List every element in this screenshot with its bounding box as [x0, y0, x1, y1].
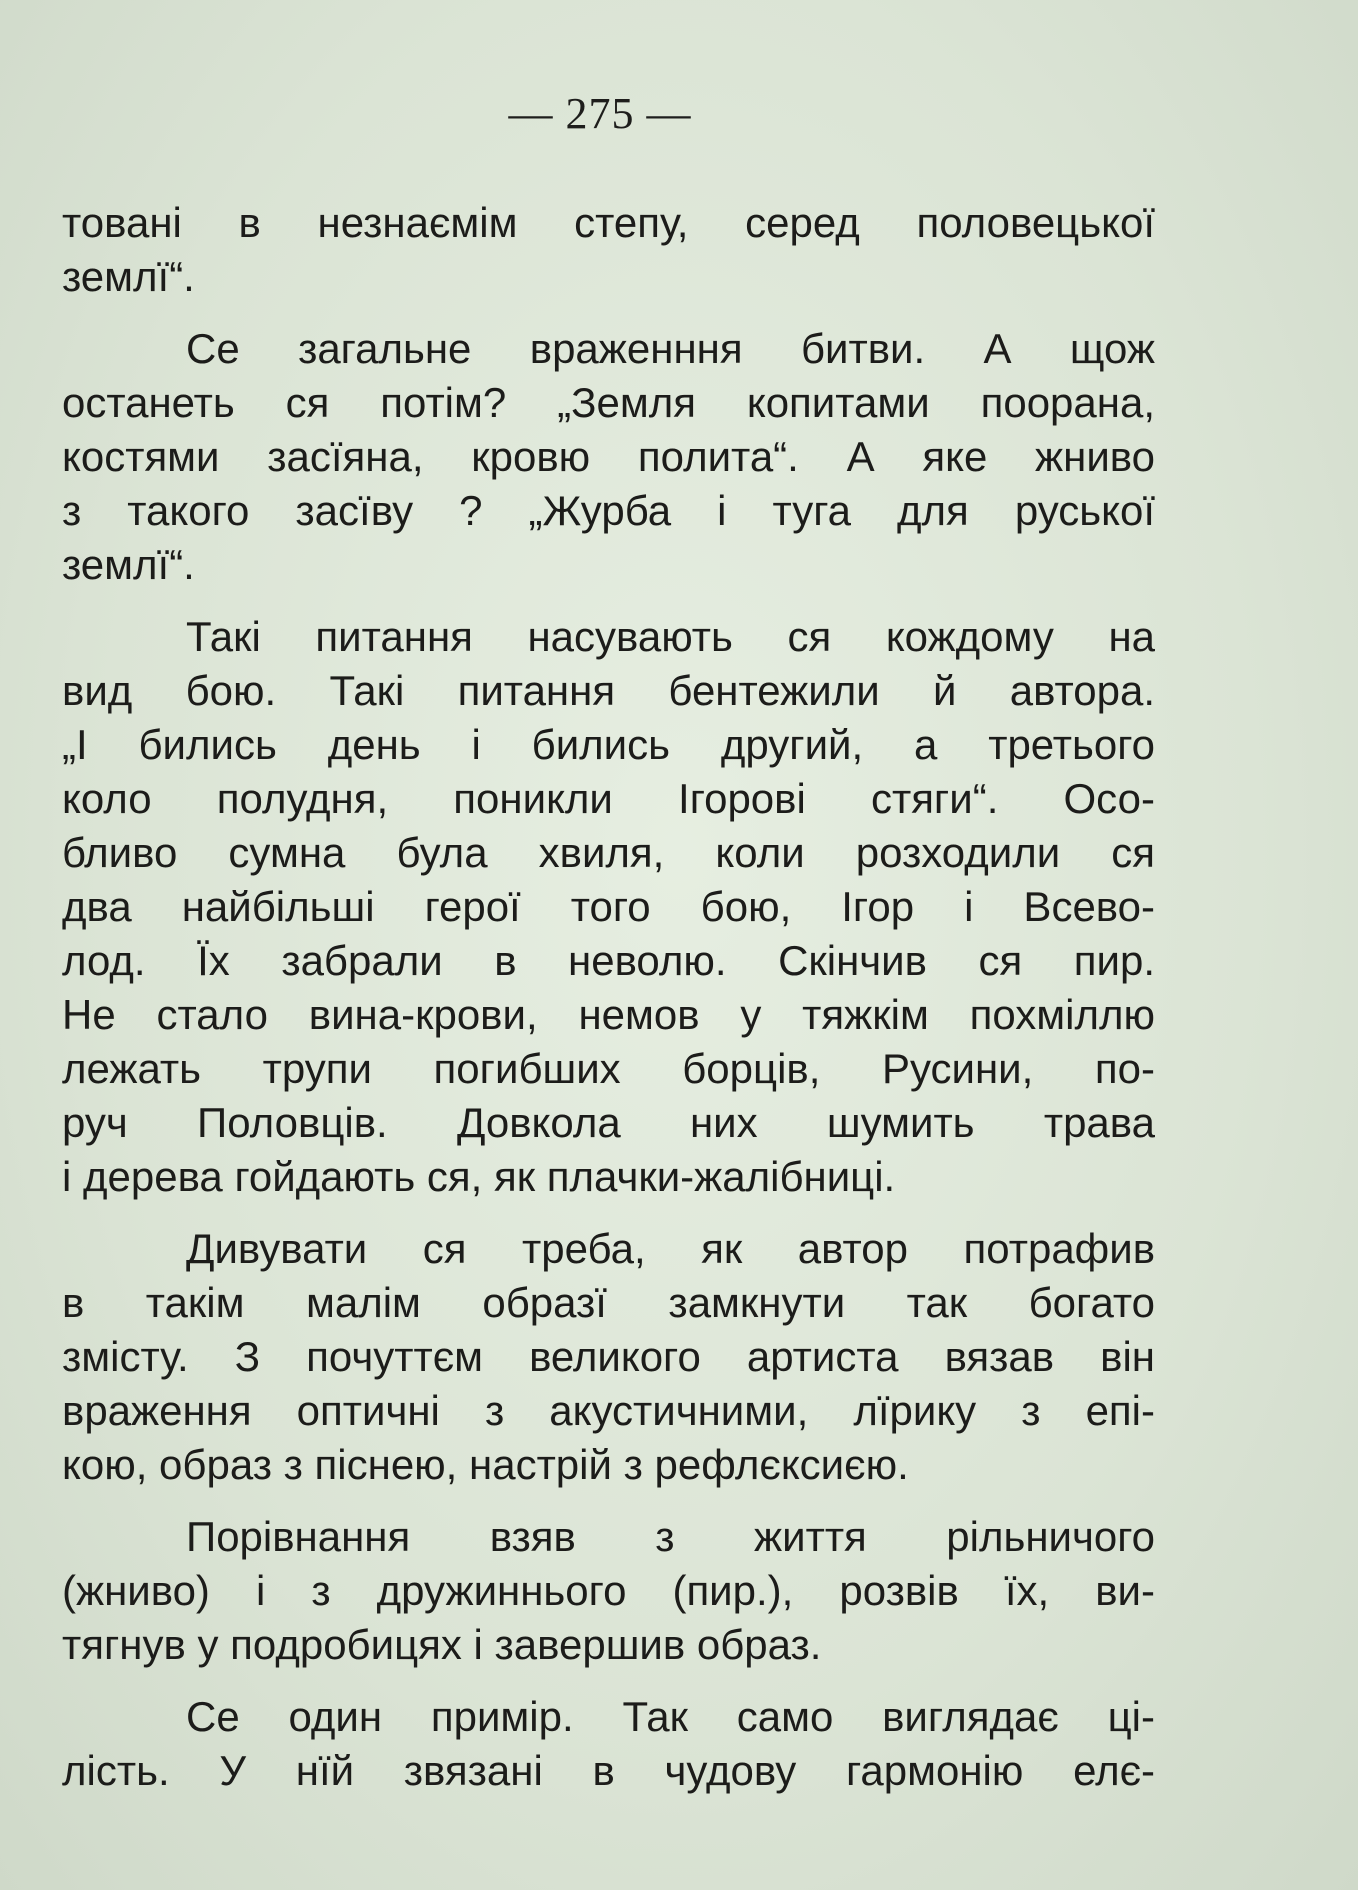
text-line: Дивувати ся треба, як автор потрафив: [186, 1225, 1155, 1272]
text-line: змісту. З почуттєм великого артиста вязав він: [62, 1333, 1155, 1380]
text-line: останеть ся потім? „Земля копитами поорана,: [62, 379, 1155, 426]
text-line: враження оптичні з акустичними, лїрику з епі-: [62, 1387, 1155, 1434]
text-line: лість. У нїй звязані в чудову гармонію елє-: [62, 1747, 1155, 1794]
text-line: вид бою. Такі питання бентежили й автора.: [62, 667, 1155, 714]
body-text: [62, 196, 1155, 1798]
text-line: і дерева гойдають ся, як плачки-жалібниці.: [62, 1153, 896, 1200]
text-line: „І бились день і бились другий, а третього: [62, 721, 1155, 768]
text-line: Порівнання взяв з життя рільничого: [186, 1513, 1155, 1560]
text-line: костями засїяна, кровю полита“. А яке жниво: [62, 433, 1155, 480]
text-line: землї“.: [62, 541, 195, 588]
text-line: руч Половців. Довкола них шумить трава: [62, 1099, 1155, 1146]
text-line: Се один примір. Так само виглядає ці-: [186, 1693, 1155, 1740]
text-line: Се загальне враженння битви. А щож: [186, 325, 1155, 372]
text-line: землї“.: [62, 253, 195, 300]
text-line: коло полудня, поникли Ігорові стяги“. Осо-: [62, 775, 1155, 822]
text-line: товані в незнаємім степу, серед половецької: [62, 199, 1155, 246]
page-number: — 275 —: [508, 89, 692, 138]
text-line: з такого засїву ? „Журба і туга для руської: [62, 487, 1155, 534]
text-line: два найбільші герої того бою, Ігор і Всево-: [62, 883, 1155, 930]
text-line: лежать трупи погибших борців, Русини, по-: [62, 1045, 1155, 1092]
text-line: тягнув у подробицях і завершив образ.: [62, 1621, 822, 1668]
text-line: лод. Їх забрали в неволю. Скінчив ся пир.: [62, 937, 1155, 984]
text-line: кою, образ з піснею, настрій з рефлєксиєю.: [62, 1441, 909, 1488]
text-line: (жниво) і з дружиннього (пир.), розвів їх, ви-: [62, 1567, 1155, 1614]
text-line: Не стало вина-крови, немов у тяжкім похміллю: [62, 991, 1155, 1038]
text-line: бливо сумна була хвиля, коли розходили ся: [62, 829, 1155, 876]
text-line: в такім малім образї замкнути так богато: [62, 1279, 1155, 1326]
text-line: Такі питання насувають ся кождому на: [186, 613, 1155, 660]
